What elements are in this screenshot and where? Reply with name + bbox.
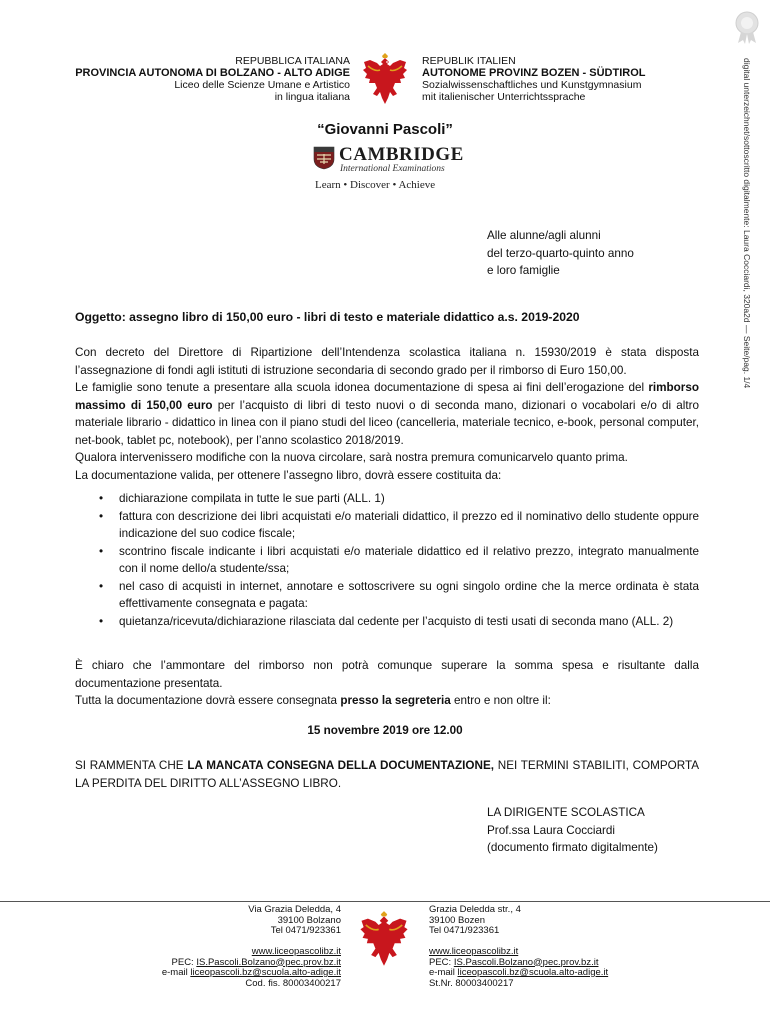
closing-paragraph-delivery xyxy=(75,692,699,710)
body-paragraph-refund xyxy=(75,379,699,449)
bullet-icon: • xyxy=(99,544,104,558)
warning-emphasis: LA MANCATA CONSEGNA DELLA DOCUMENTAZIONE, xyxy=(187,759,494,772)
refund-amount: rimborso massimo di 150,00 euro xyxy=(75,381,699,412)
footer-email-link[interactable]: liceopascoli.bz@scuola.alto-adige.it xyxy=(457,967,609,978)
cambridge-sub: International Examinations xyxy=(340,164,445,174)
delivery-text-start: Tutta la documentazione dovrà essere consegnata xyxy=(75,694,338,707)
documents-list xyxy=(75,490,699,630)
footer-left xyxy=(100,905,341,989)
pec-label: PEC: xyxy=(429,956,452,968)
header-left-province: PROVINCIA AUTONOMA DI BOLZANO - ALTO ADIGE xyxy=(75,67,350,79)
list-item xyxy=(75,508,699,543)
cambridge-tagline: Learn • Discover • Achieve xyxy=(315,179,436,191)
recipients-block xyxy=(487,227,634,280)
bullet-icon: • xyxy=(99,579,104,593)
signature-note: (documento firmato digitalmente) xyxy=(487,841,658,854)
warning-paragraph xyxy=(75,757,699,792)
body-paragraph-changes: Qualora intervenissero modifiche con la nuova circolare, sarà nostra premura comunicarvelo quanto prima. xyxy=(75,451,628,464)
footer-website-link[interactable]: www.liceopascolibz.it xyxy=(429,946,519,957)
footer-address2: 39100 Bolzano xyxy=(277,914,341,926)
list-item-text: quietanza/ricevuta/dichiarazione rilasciata dal cedente per l’acquisto di testi usati di seconda mano (ALL. 2) xyxy=(119,614,674,628)
recipient-line: del terzo-quarto-quinto anno xyxy=(487,246,634,260)
list-item xyxy=(75,578,699,613)
deadline-date: 15 novembre 2019 ore 12.00 xyxy=(307,724,463,737)
refund-text-end: per l’acquisto di libri di testo nuovi o di seconda mano, dizionari o vocabolari e/o di altro materiale librario - didattico in linea con il piano studi del liceo (cancelleria, materiale tecnico, e-book, personal computer, net-book, tablet pc, notebook), per l’anno scolastico 2018/2019. xyxy=(75,398,700,447)
header-right-province: AUTONOME PROVINZ BOZEN - SÜDTIROL xyxy=(422,67,646,79)
list-item-text: dichiarazione compilata in tutte le sue parti (ALL. 1) xyxy=(119,492,385,505)
header-left xyxy=(40,55,350,103)
digital-signature-note-text: digital unterzeichnet/sottoscritto digitalmente: Laura Cocciardi, 320a2d — Seite/pag. 1/4 xyxy=(742,58,752,389)
email-label: e-mail xyxy=(429,967,455,978)
bullet-icon: • xyxy=(99,614,104,628)
footer-pec-link[interactable]: IS.Pascoli.Bolzano@pec.prov.bz.it xyxy=(453,956,599,968)
delivery-place: presso la segreteria xyxy=(340,694,451,707)
tyrolean-eagle-footer-icon xyxy=(357,910,411,970)
cambridge-name: CAMBRIDGE xyxy=(339,144,464,165)
bullet-icon: • xyxy=(99,492,104,505)
tyrolean-eagle-icon xyxy=(360,52,410,108)
letter-body xyxy=(75,344,699,484)
header-left-line1: REPUBBLICA ITALIANA xyxy=(235,55,350,67)
header-left-line3: Liceo delle Scienze Umane e Artistico xyxy=(174,79,350,91)
email-label: e-mail xyxy=(161,967,188,978)
cambridge-shield-icon xyxy=(313,146,335,170)
footer-address1: Grazia Deledda str., 4 xyxy=(429,904,521,915)
footer-phone: Tel 0471/923361 xyxy=(429,925,500,936)
list-item-text: nel caso di acquisti in internet, annotare e sottoscrivere su ogni singolo ordine che la merce ordinata è stata effettivamente consegnata e pagata: xyxy=(119,579,699,610)
delivery-text-end: entro e non oltre il: xyxy=(454,694,551,707)
footer-email-link[interactable]: liceopascoli.bz@scuola.alto-adige.it xyxy=(190,967,341,978)
footer-phone: Tel 0471/923361 xyxy=(270,925,341,936)
list-item-text: fattura con descrizione dei libri acquistati e/o materiali didattico, il prezzo ed il nominativo dello studente oppure indicazione del suo codice fiscale; xyxy=(119,509,699,540)
body-paragraph-decree: Con decreto del Direttore di Ripartizione dell’Intendenza scolastica italiana n. 15930/2019 è stata disposta l’assegnazione di fondi agli istituti di istruzione secondaria di secondo grado per il rimborso di Euro 150,00. xyxy=(75,346,699,377)
warning-text-end: NEI TERMINI STABILITI, COMPORTA LA PERDITA DEL DIRITTO ALL’ASSEGNO LIBRO. xyxy=(75,759,700,790)
refund-text-start: Le famiglie sono tenute a presentare alla scuola idonea documentazione di spesa ai fini dell’erogazione del xyxy=(75,381,645,394)
closing-paragraphs xyxy=(75,657,699,710)
recipient-line: e loro famiglie xyxy=(487,264,560,277)
footer-address1: Via Grazia Deledda, 4 xyxy=(248,904,341,915)
subject-line: Oggetto: assegno libro di 150,00 euro - libri di testo e materiale didattico a.s. 2019-2020 xyxy=(75,310,580,324)
signature-block xyxy=(487,804,658,857)
header-left-line4: in lingua italiana xyxy=(274,91,350,103)
list-item xyxy=(75,543,699,578)
recipient-line: Alle alunne/agli alunni xyxy=(487,229,601,242)
school-name: “Giovanni Pascoli” xyxy=(317,121,453,138)
signature-title: LA DIRIGENTE SCOLASTICA xyxy=(487,806,645,819)
warning-text-start: SI RAMMENTA CHE xyxy=(75,759,184,772)
list-item xyxy=(75,490,699,508)
signature-name: Prof.ssa Laura Cocciardi xyxy=(487,823,615,837)
closing-paragraph-limit: È chiaro che l’ammontare del rimborso non potrà comunque superare la somma spesa e risultante dalla documentazione presentata. xyxy=(75,659,699,690)
header-right-line4: mit italienischer Unterrichtssprache xyxy=(422,91,586,103)
bullet-icon: • xyxy=(99,509,104,523)
list-item xyxy=(75,613,699,631)
header-right xyxy=(422,55,742,103)
digital-signature-note xyxy=(742,58,756,388)
footer-email xyxy=(429,968,759,979)
body-paragraph-docs: La documentazione valida, per ottenere l’assegno libro, dovrà essere costituita da: xyxy=(75,468,502,482)
certification-badge-icon xyxy=(732,10,762,44)
pec-label: PEC: xyxy=(171,956,194,968)
header-right-line3: Sozialwissenschaftliches und Kunstgymnasium xyxy=(422,79,642,91)
list-item-text: scontrino fiscale indicante i libri acquistati e/o materiale didattico ed il relativo prezzo, integrato manualmente con il nome dello/a studente/ssa; xyxy=(119,544,699,575)
header-right-line1: REPUBLIK ITALIEN xyxy=(422,55,516,67)
footer-address2: 39100 Bozen xyxy=(429,914,485,926)
footer-website-link[interactable]: www.liceopascolibz.it xyxy=(251,946,341,957)
footer-tax-code: Cod. fis. 80003400217 xyxy=(245,977,341,989)
cambridge-logo xyxy=(313,144,464,196)
footer-right xyxy=(429,905,759,989)
footer-divider xyxy=(0,901,770,902)
footer-email xyxy=(100,968,341,979)
footer-pec-link[interactable]: IS.Pascoli.Bolzano@pec.prov.bz.it xyxy=(196,956,341,968)
footer-tax-code: St.Nr. 80003400217 xyxy=(429,977,514,989)
